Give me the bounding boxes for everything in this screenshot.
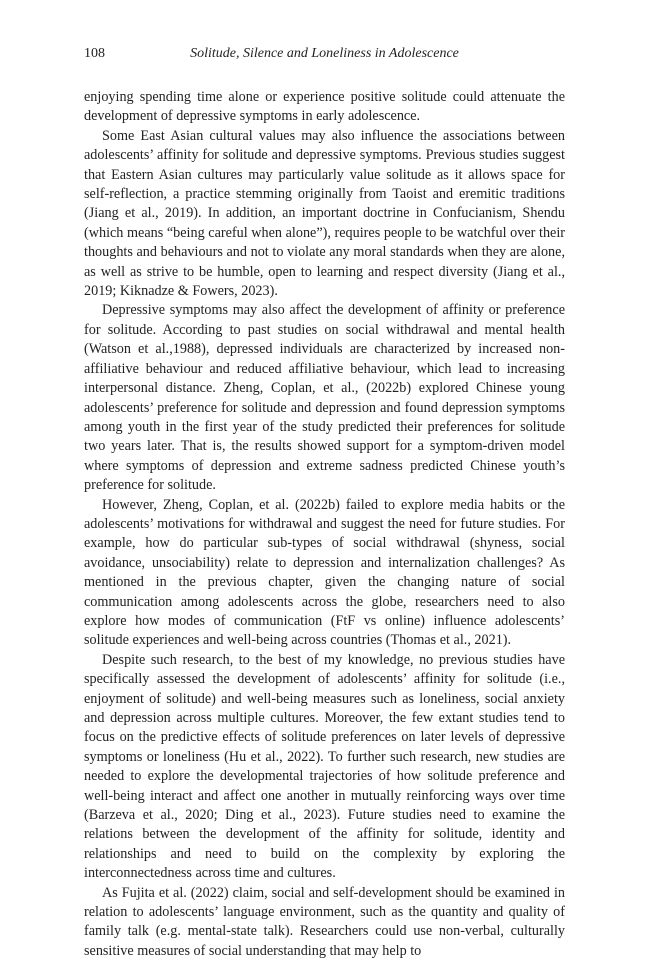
page-number: 108	[84, 46, 105, 61]
paragraph-media-habits: However, Zheng, Coplan, et al. (2022b) failed to explore media habits or the adolescents’ motivations for withdrawal and suggest the need for future studies. For example, how do particular sub-types of social withdrawal (shyness, social avoidance, unsociability) relate to depression and internalization challenges? As mentioned in the previous chapter, given the changing nature of social communication among adolescents across the globe, researchers need to also explore how modes of communication (FtF vs online) influence adolescents’ solitude experiences and well-being across countries (Thomas et al., 2021).	[84, 496, 565, 649]
body-text	[84, 88, 565, 961]
paragraph-east-asian-values: Some East Asian cultural values may also influence the associations between adolescents’ affinity for solitude and depressive symptoms. Previous studies suggest that Eastern Asian cultures may particularly value solitude as it allows space for self-reflection, a practice stemming originally from Taoist and eremitic traditions (Jiang et al., 2019). In addition, an important doctrine in Confucianism, Shendu (which means “being careful when alone”), requires people to be watchful over their thoughts and behaviours and not to violate any moral standards when they are alone, as well as strive to be humble, open to learning and respect diversity (Jiang et al., 2019; Kiknadze & Fowers, 2023).	[84, 127, 565, 300]
paragraph-research-gap: Despite such research, to the best of my knowledge, no previous studies have specifically assessed the development of adolescents’ affinity for solitude (i.e., enjoyment of solitude) and well-being measures such as loneliness, social anxiety and depression across multiple cultures. Moreover, the few extant studies tend to focus on the predictive effects of solitude preferences on later levels of depressive symptoms or loneliness (Hu et al., 2022). To further such research, new studies are needed to explore the developmental trajectories of how solitude preference and well-being interact and affect one another in mutually reinforcing ways over time (Barzeva et al., 2020; Ding et al., 2023). Future studies need to examine the relations between the development of the affinity for solitude, identity and relationships and need to build on the complexity by exploring the interconnectedness across time and cultures.	[84, 651, 565, 882]
paragraph-language-environment: As Fujita et al. (2022) claim, social and self-development should be examined in relation to adolescents’ language environment, such as the quantity and quality of family talk (e.g. mental-state talk). Researchers could use non-verbal, culturally sensitive measures of social understanding that may help to	[84, 884, 565, 959]
paragraph-depressive-symptoms: Depressive symptoms may also affect the development of affinity or preference for solitude. According to past studies on social withdrawal and mental health (Watson et al.,1988), depressed individuals are characterized by increased non-affiliative behaviour and reduced affiliative behaviour, which lead to increasing interpersonal distance. Zheng, Coplan, et al., (2022b) explored Chinese young adolescents’ preference for solitude and depression and found depression symptoms among youth in the first year of the study predicted their preferences for solitude two years later. That is, the results showed support for a symptom-driven model where symptoms of depression and extreme sadness predicted Chinese youth’s preference for solitude.	[84, 302, 565, 494]
running-header	[84, 44, 565, 64]
running-title: Solitude, Silence and Loneliness in Adolescence	[190, 46, 459, 61]
paragraph-continued: enjoying spending time alone or experience positive solitude could attenuate the development of depressive symptoms in early adolescence.	[84, 89, 565, 125]
